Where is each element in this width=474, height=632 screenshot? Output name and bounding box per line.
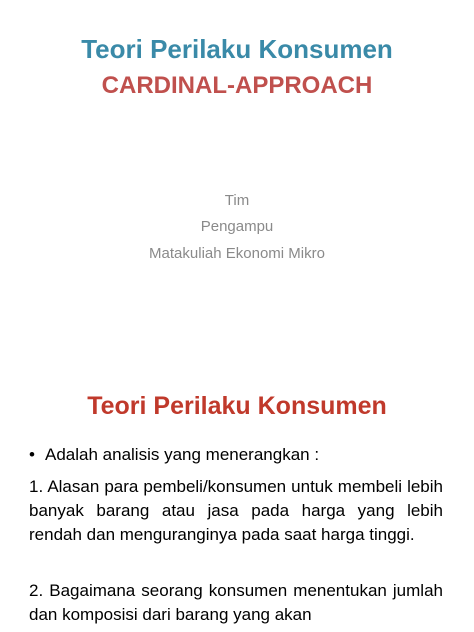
content-slide xyxy=(0,354,474,632)
slide-title: Teori Perilaku Konsumen xyxy=(81,34,393,64)
bullet-icon: • xyxy=(29,445,35,464)
presenter-line-2: Pengampu xyxy=(200,218,274,235)
item-number: 2. xyxy=(29,581,44,600)
numbered-item-1 xyxy=(29,475,443,547)
bullet-text: Adalah analisis yang menerangkan : xyxy=(45,445,320,464)
bullet-item xyxy=(29,443,443,467)
presenter-line-3: Matakuliah Ekonomi Mikro xyxy=(149,245,325,262)
slide-subtitle: CARDINAL-APPROACH xyxy=(101,72,373,99)
content-heading: Teori Perilaku Konsumen xyxy=(87,392,387,420)
item-text: Alasan para pembeli/konsumen untuk membeli lebih banyak barang atau jasa pada harga yang lebih rendah dan menguranginya pada saat harga tinggi. xyxy=(29,477,443,544)
item-text: Bagaimana seorang konsumen menentukan jumlah dan komposisi dari barang yang akan xyxy=(29,581,443,624)
numbered-item-2 xyxy=(29,579,443,627)
item-number: 1. xyxy=(29,477,44,496)
presenter-line-1: Tim xyxy=(224,192,250,209)
